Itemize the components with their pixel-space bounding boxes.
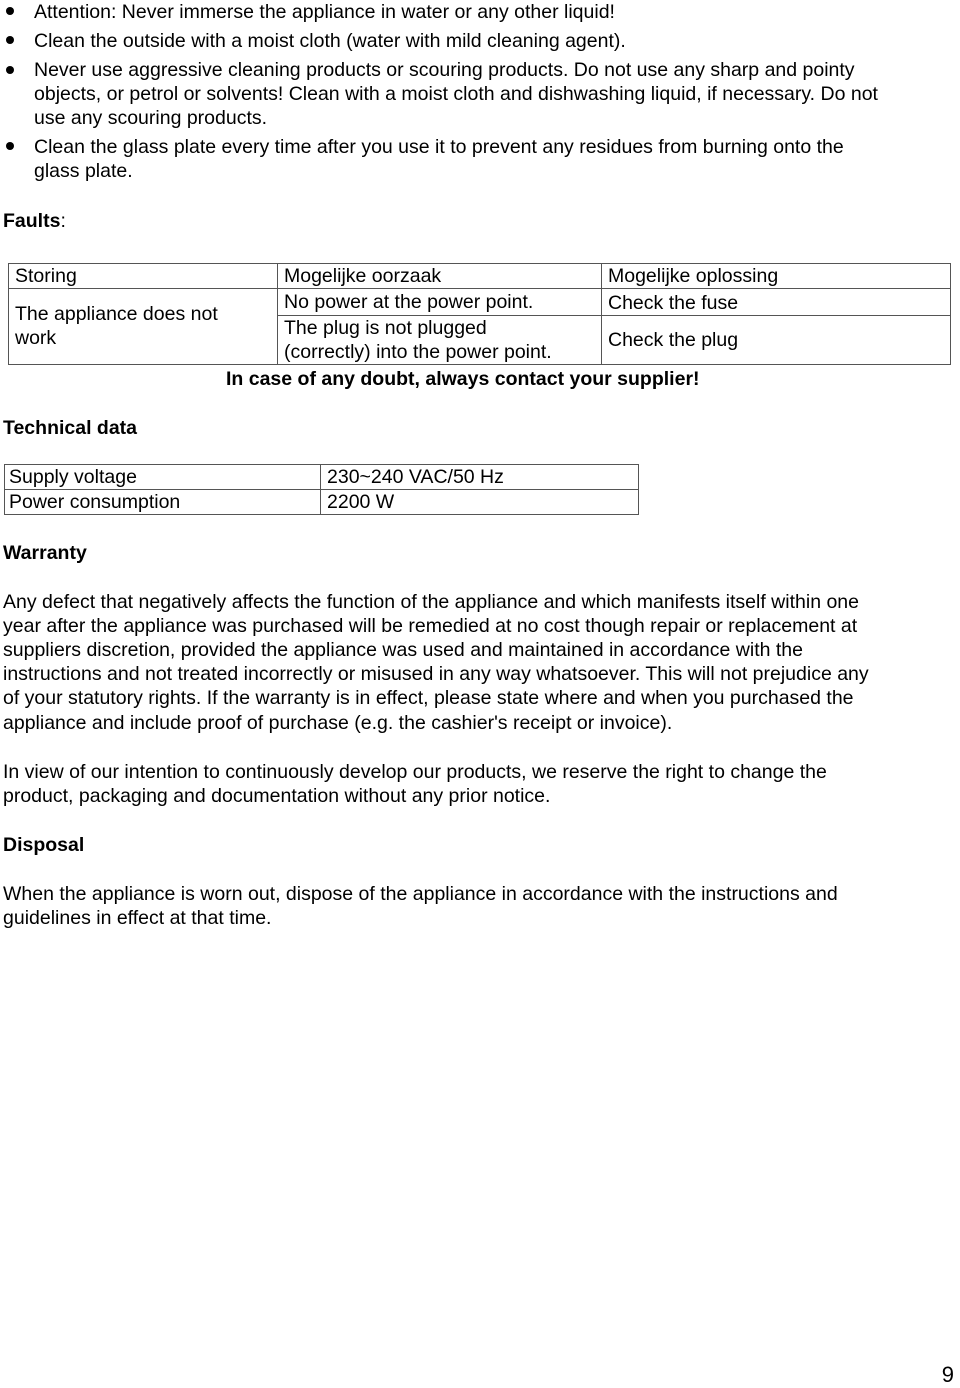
paragraph-line: suppliers discretion, provided the appliance was used and maintained in accordance with the bbox=[3, 639, 803, 661]
paragraph-line: of your statutory rights. If the warranty is in effect, please state where and when you purchased the bbox=[3, 687, 854, 709]
bullet-text: Never use aggressive cleaning products or scouring products. Do not use any sharp and pointy bbox=[34, 59, 855, 81]
bullet-icon bbox=[6, 66, 14, 74]
spec-value: 230~240 VAC/50 Hz bbox=[327, 466, 504, 488]
bullet-icon bbox=[6, 7, 14, 15]
table-divider bbox=[601, 263, 602, 365]
paragraph-line: When the appliance is worn out, dispose of the appliance in accordance with the instructions and bbox=[3, 883, 838, 905]
spec-value: 2200 W bbox=[327, 491, 395, 513]
cause-text: (correctly) into the power point. bbox=[284, 341, 552, 363]
technical-data-heading: Technical data bbox=[3, 417, 138, 439]
bullet-text: Clean the glass plate every time after you use it to prevent any residues from burning onto the bbox=[34, 136, 844, 158]
paragraph-line: product, packaging and documentation without any prior notice. bbox=[3, 785, 551, 807]
problem-text: work bbox=[15, 327, 57, 349]
table-divider bbox=[320, 464, 321, 515]
cause-text: The plug is not plugged bbox=[284, 317, 487, 339]
paragraph-line: Any defect that negatively affects the function of the appliance and which manifests itself within one bbox=[3, 591, 859, 613]
faults-note: In case of any doubt, always contact your supplier! bbox=[226, 368, 700, 390]
paragraph-line: In view of our intention to continuously develop our products, we reserve the right to change the bbox=[3, 761, 827, 783]
bullet-icon bbox=[6, 142, 14, 150]
page-number: 9 bbox=[941, 1362, 954, 1387]
problem-text: The appliance does not bbox=[15, 303, 218, 325]
spec-label: Supply voltage bbox=[9, 466, 137, 488]
solution-text: Check the plug bbox=[608, 329, 739, 351]
paragraph-line: instructions and not treated incorrectly or misused in any way whatsoever. This will not prejudice any bbox=[3, 663, 869, 685]
table-divider bbox=[277, 263, 278, 365]
header-solution: Mogelijke oplossing bbox=[608, 265, 779, 287]
bullet-text: Attention: Never immerse the appliance in water or any other liquid! bbox=[34, 1, 615, 23]
faults-heading-colon: : bbox=[60, 210, 66, 232]
disposal-heading: Disposal bbox=[3, 834, 85, 856]
bullet-text: Clean the outside with a moist cloth (water with mild cleaning agent). bbox=[34, 30, 626, 52]
table-divider bbox=[8, 288, 951, 289]
paragraph-line: year after the appliance was purchased will be remedied at no cost though repair or replacement at bbox=[3, 615, 858, 637]
faults-heading bbox=[3, 209, 66, 233]
bullet-text: use any scouring products. bbox=[34, 107, 268, 129]
spec-label: Power consumption bbox=[9, 491, 181, 513]
paragraph-line: appliance and include proof of purchase (e.g. the cashier's receipt or invoice). bbox=[3, 712, 673, 734]
header-storing: Storing bbox=[15, 265, 77, 287]
bullet-text: objects, or petrol or solvents! Clean with a moist cloth and dishwashing liquid, if necessary. Do not bbox=[34, 83, 878, 105]
bullet-text: glass plate. bbox=[34, 160, 133, 182]
solution-text: Check the fuse bbox=[608, 292, 739, 314]
warranty-heading: Warranty bbox=[3, 542, 87, 564]
paragraph-line: guidelines in effect at that time. bbox=[3, 907, 272, 929]
cause-text: No power at the power point. bbox=[284, 291, 534, 313]
bullet-icon bbox=[6, 36, 14, 44]
faults-heading-text: Faults bbox=[3, 210, 61, 232]
header-cause: Mogelijke oorzaak bbox=[284, 265, 442, 287]
